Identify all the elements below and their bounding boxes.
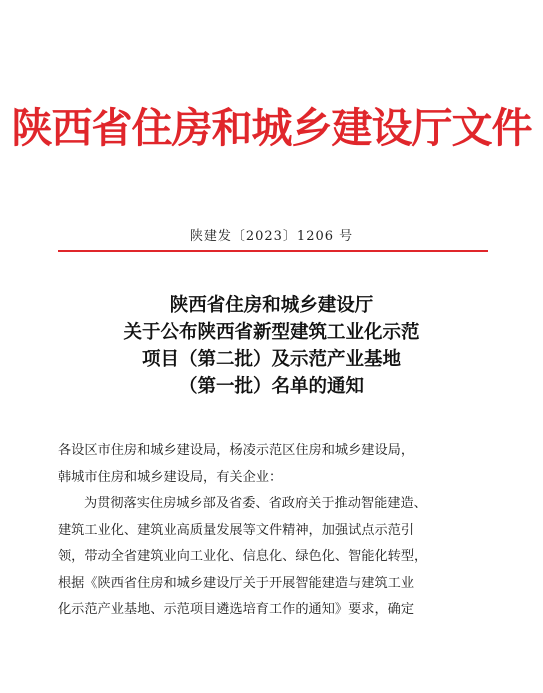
red-divider-line bbox=[58, 250, 488, 252]
agency-header-title: 陕西省住房和城乡建设厅文件 bbox=[11, 104, 532, 152]
notice-title-line-3: 项目（第二批）及示范产业基地 bbox=[141, 349, 401, 370]
body-paragraph-line: 化示范产业基地、示范项目遴选培育工作的通知》要求，确定 bbox=[58, 602, 415, 617]
notice-title-line-4: （第一批）名单的通知 bbox=[178, 376, 364, 397]
addressee-line-2: 韩城市住房和城乡建设局，有关企业： bbox=[58, 469, 283, 485]
document-number: 陕建发〔2023〕1206 号 bbox=[189, 229, 354, 244]
body-paragraph-line: 领，带动全省建筑业向工业化、信息化、绿色化、智能化转型， bbox=[58, 549, 428, 564]
body-paragraph-line: 建筑工业化、建筑业高质量发展等文件精神，加强试点示范引 bbox=[58, 522, 415, 538]
body-paragraph-line: 为贯彻落实住房城乡部及省委、省政府关于推动智能建造、 bbox=[84, 496, 427, 511]
notice-body bbox=[58, 438, 490, 624]
addressee-line-1: 各设区市住房和城乡建设局，杨凌示范区住房和城乡建设局， bbox=[58, 443, 415, 458]
notice-title-line-1: 陕西省住房和城乡建设厅 bbox=[169, 295, 374, 316]
notice-title bbox=[0, 292, 543, 400]
body-paragraph-line: 根据《陕西省住房和城乡建设厅关于开展智能建造与建筑工业 bbox=[58, 575, 415, 591]
notice-title-line-2: 关于公布陕西省新型建筑工业化示范 bbox=[123, 322, 420, 343]
